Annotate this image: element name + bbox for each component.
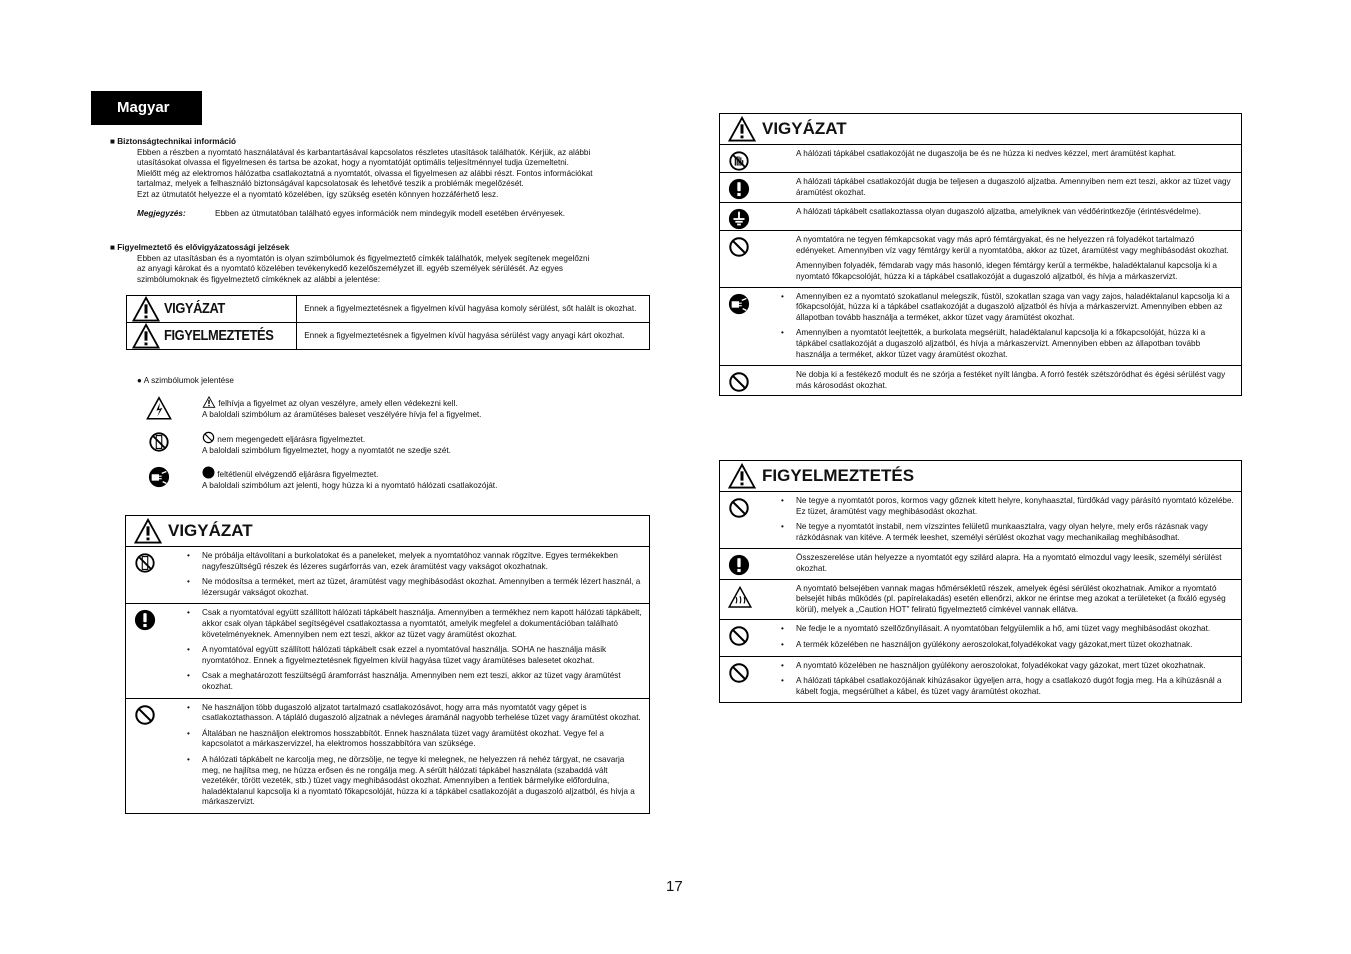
text-line: szimbólumoknak és figyelmeztető címkéknek az alábbi a jelentése: [137,274,381,284]
text-line: Ebben az utasításban és a nyomtatón is olyan szimbólumok és figyelmeztető címkék találhatók, melyek segítenek megelőzni [137,253,590,263]
prohibited-icon [728,236,750,258]
warning-box-right [719,113,1242,396]
caution-box-right [719,460,1242,703]
warnings-intro-section [110,243,680,285]
paragraph: Amennyiben folyadék, fémdarab vagy más hasonló, idegen fémtárgy kerül a termékbe, haladéktalanul kapcsolja ki a nyomtató főkapcsolóját, húzza ki a tápkábel csatlakozóját a dugaszoló aljzatból, és hívja a márkaszervizt. [796,261,1217,281]
list-item: • Csak a meghatározott feszültségű áramforrást használja. Amennyiben nem ezt teszi, akkor az tüzet vagy áramütést okozhat. [202,671,643,692]
box-header [126,516,649,547]
paragraph: Ne dobja ki a festékező modult és ne szórja a festéket nyílt lángba. A forró festék szétszóródhat és égési sérülést vagy más károsodást okozhat. [796,370,1226,390]
warning-row [720,231,1241,287]
bullet-list [202,608,643,692]
warning-box-left [125,515,650,814]
text-line: az anyagi károkat és a nyomtató közelében tevékenykedő kezelőszemélyzet ill. egyéb személyek sérülését. Az egyes [137,264,563,274]
safety-section [110,137,680,219]
warning-row [720,288,1241,367]
bullet-list [796,496,1235,543]
legend-text: Ennek a figyelmeztetésnek a figyelmen kívül hagyása sérülést vagy anyagi kárt okozhat. [297,323,650,350]
warning-row [126,699,649,813]
warning-row [720,492,1241,549]
paragraph: A hálózati tápkábel csatlakozóját ne dugaszolja be és ne húzza ki nedves kézzel, mert áramütést kaphat. [796,149,1177,158]
signal-word-legend [126,295,650,350]
symbol-line1: nem megengedett eljárásra figyelmeztet. [217,435,366,444]
symbol-line1: felhívja a figyelmet az olyan veszélyre, amely ellen védekezni kell. [218,399,458,408]
warning-row [126,547,649,604]
list-item: • Amennyiben ez a nyomtató szokatlanul melegszik, füstöl, szokatlan szaga van vagy zajos, haladéktalanul kapcsolja ki a főkapcsolóját, húzza ki a tápkábel csatlakozóját a dugaszoló aljzatból és hívja a márkaszervizt. Amennyiben ebben az állapotban tovább használja a terméket, akkor tüzet vagy áramütést okozhat. [796,292,1235,324]
warning-row [720,657,1241,703]
warning-row [720,366,1241,395]
legend-text: Ennek a figyelmeztetésnek a figyelmen kívül hagyása komoly sérülést, sőt halált is okozhat. [297,296,650,323]
symbol-line2: A baloldali szimbólum azt jelenti, hogy húzza ki a nyomtató hálózati csatlakozóját. [202,480,498,490]
text-line: Mielőtt még az elektromos hálózatba csatlakoztatná a nyomtatót, olvassa el figyelmesen az alábbi részt. Fontos információkat [137,168,593,178]
safety-heading: Biztonságtechnikai információ [117,137,236,146]
mandatory-icon [134,609,156,631]
text-line: Ezt az útmutatót helyezze el a nyomtató közelében, így szükség esetén könnyen hozzáférhető lesz. [137,189,499,199]
box-header [720,114,1241,145]
list-item: • Általában ne használjon elektromos hosszabbítót. Ennek használata tüzet vagy áramütést okozhat. Vegye fel a kapcsolatot a márkaszervizzel, ha elektromos hosszabbítóra van szüksége. [202,729,643,750]
prohibited-icon [728,371,750,393]
warning-row [720,203,1241,231]
caution-triangle-icon [132,296,160,322]
unplug-icon [728,293,750,315]
prohibited-icon [728,497,750,519]
warning-row [720,580,1241,621]
legend-label: FIGYELMEZTETÉS [164,326,274,344]
caution-triangle-icon [132,323,160,349]
prohibited-icon [134,704,156,726]
legend-row-warning [127,296,650,323]
bullet-list [202,551,643,598]
text-line: tartalmaz, melyek a felhasználó biztonságával kapcsolatosak és lehetővé teszik a problémák megelőzését. [137,179,524,189]
do-not-disassemble-icon [148,431,170,453]
symbols-heading-line [137,376,234,387]
bullet-list [202,703,643,808]
warnings-intro-body [137,254,680,286]
prohibition-icon [202,431,215,444]
warning-row [126,604,649,698]
caution-triangle-icon [728,116,756,142]
list-item: • Ne próbálja eltávolítani a burkolatokat és a paneleket, melyek a nyomtatóhoz vannak rögzítve. Egyes termékekben nagyfeszültségű részek és lézeres sugárforrás van, ezek áramütést vagy vakságot okozhatnak. [202,551,643,572]
warnings-intro-heading: Figyelmeztető és elővigyázatossági jelzések [117,243,290,252]
box-title: FIGYELMEZTETÉS [762,466,915,485]
paragraph: A hálózati tápkábel csatlakozóját dugja be teljesen a dugaszoló aljzatba. Amennyiben nem ezt teszi, akkor az tüzet vagy áramütést okozhat. [796,177,1231,197]
list-item: • Ne használjon több dugaszoló aljzatot tartalmazó csatlakozósávot, hogy arra más nyomtatót vagy gépet is csatlakoztathasson. A tápláló dugaszoló aljzatnak a névleges áramánál nagyobb terhelése tüzet vagy áramütést okozhat. [202,703,643,724]
note-text: Ebben az útmutatóban található egyes információk nem mindegyik modell esetében érvényesek. [215,208,565,218]
prohibited-icon [728,625,750,647]
list-item: • Ne tegye a nyomtatót poros, kormos vagy gőznek kitett helyre, konyhaasztal, fürdőkád vagy párásító nyomtató közelébe. Ez tüzet, áramütést vagy meghibásodást okozhat. [796,496,1235,517]
text-line: Ebben a részben a nyomtató használatával és karbantartásával kapcsolatos részletes utasítások találhatók. Kérjük, az alábbi [137,147,591,157]
bullet-list [796,661,1235,698]
bullet-list [796,624,1235,650]
warning-row [720,620,1241,656]
list-item: • A termék közelében ne használjon gyúlékony aeroszolokat,folyadékokat vagy gázokat,mert tüzet okozhatnak. [796,640,1235,651]
do-not-disassemble-icon [134,552,156,574]
list-item: • Ne módosítsa a terméket, mert az tüzet, áramütést vagy meghibásodást okozhat. Amennyiben a termék lézert használ, a lézersugár vakságot okozhat. [202,577,643,598]
mandatory-icon [728,554,750,576]
box-title: VIGYÁZAT [168,521,253,540]
bullet-list [796,292,1235,361]
note-label: Megjegyzés: [137,208,186,218]
list-item: • Csak a nyomtatóval együtt szállított hálózati tápkábelt használja. Amennyiben a termékhez nem kapott hálózati tápkábelt, akkor csak olyan tápkábel segítségével csatlakoztassa a nyomtatót, amelyik megfelel a dokumentációban található követelményeknek. Amennyiben nem ezt teszi, akkor az tüzet vagy áramütést okozhat. [202,608,643,640]
square-bullet-icon: ■ [110,137,118,146]
symbols-list [146,396,666,496]
symbol-line1: feltétlenül elvégzendő eljárásra figyelmeztet. [217,470,379,479]
symbol-line2: A baloldali szimbólum az áramütéses baleset veszélyére hívja fel a figyelmet. [202,409,482,419]
box-title: VIGYÁZAT [762,119,847,138]
caution-triangle-icon [728,463,756,489]
symbol-line2: A baloldali szimbólum figyelmeztet, hogy a nyomtatót ne szedje szét. [202,445,451,455]
list-item: • Amennyiben a nyomtatót leejtették, a burkolata megsérült, haladéktalanul kapcsolja ki a főkapcsolóját, húzza ki a tápkábel csatlakozóját a dugaszoló aljzatból, és hívja a márkaszervizt. Amennyiben ebben az állapotban tovább használja a terméket, akkor tüzet vagy áramütést okozhat. [796,328,1235,360]
paragraph: A nyomtatóra ne tegyen fémkapcsokat vagy más apró fémtárgyakat, és ne helyezzen rá folyadékot tartalmazó edényeket. Amennyiben víz vagy fémtárgy kerül a nyomtatóba, akkor az tüzet, áramütést vagy meghibásodást okozhat. [796,235,1229,255]
mandatory-dot-icon [202,466,215,479]
language-tab: Magyar [91,91,202,125]
list-item: • Ne tegye a nyomtatót instabil, nem vízszintes felületű munkaasztalra, vagy olyan helyre, mely erős rázásnak vagy rázkódásnak van kitéve. A termék leeshet, személyi sérülést okozhat vagy mechanikailag meghibásodhat. [796,522,1235,543]
mandatory-icon [728,178,750,200]
paragraph: A hálózati tápkábelt csatlakoztassa olyan dugaszoló aljzatba, amelyiknek van védőérintkezője (érintésvédelme). [796,207,1202,217]
ground-icon [728,208,750,230]
list-item: • Ne fedje le a nyomtató szellőzőnyílásait. A nyomtatóban felgyülemlik a hő, ami tüzet vagy meghibásodást okozhat. [796,624,1235,635]
legend-row-caution [127,323,650,350]
symbols-heading: A szimbólumok jelentése [143,376,234,385]
note-line [137,209,680,220]
bullet-icon: ● [137,376,144,385]
safety-body [137,148,680,201]
electric-shock-warning-icon [146,396,172,420]
warning-triangle-icon [202,396,216,408]
no-wet-hands-icon [728,150,750,172]
text-line: utasításokat olvassa el figyelmesen és tartsa be azokat, hogy a nyomtatóját optimális teljesítménnyel tudja üzemeltetni. [137,158,569,168]
list-item: • A nyomtatóval együtt szállított hálózati tápkábelt csak ezzel a nyomtatóval használja. SOHA ne használja másik nyomtatóhoz. Ennek a figyelmeztetésnek figyelmen kívül hagyása tüzet vagy áramütéses balesetet okozhat. [202,645,643,666]
hot-surface-icon [728,585,752,609]
legend-label: VIGYÁZAT [164,299,225,317]
warning-row [720,173,1241,203]
paragraph: A nyomtató belsejében vannak magas hőmérsékletű részek, amelyek égési sérülést okozhatnak. Amikor a nyomtató belsejét hibás működés (pl. papírelakadás) esetén ellenőrzi, akkor ne érintse meg azokat a területeket (a fixáló egység körül), melyek a „Caution HOT” feliratú figyelmeztető címkével vannak ellátva. [796,583,1226,614]
list-item: • A nyomtató közelében ne használjon gyúlékony aeroszolokat, folyadékokat vagy gázokat, mert tüzet okozhatnak. [796,661,1235,672]
prohibited-icon [728,662,750,684]
list-item: • A hálózati tápkábel csatlakozójának kihúzásakor ügyeljen arra, hogy a csatlakozó dugót fogja meg. Ha a kihúzásnál a kábelt fogja, megsérülhet a kábel, és tüzet vagy áramütést okozhat. [796,676,1235,697]
box-header [720,461,1241,492]
list-item: • A hálózati tápkábelt ne karcolja meg, ne dörzsölje, ne tegye ki melegnek, ne helyezzen rá nehéz tárgyat, ne csavarja meg, ne hajlítsa meg, ne húzza erősen és ne rongálja meg. A sérült hálózati tápkábel használata (szabaddá vált vezetékér, törött vezeték, stb.) tüzet vagy meghibásodást okozhat. Amennyiben a fentiek bármelyike előfordulna, haladéktalanul kapcsolja ki a nyomtató főkapcsolóját, húzza ki a tápkábel csatlakozóját a dugaszoló aljzatból, és hívja a márkaszervizt. [202,755,643,808]
page-number: 17 [666,878,683,895]
square-bullet-icon: ■ [110,243,118,252]
unplug-icon [148,466,170,488]
caution-triangle-icon [134,518,162,544]
warning-row [720,549,1241,579]
warning-row [720,145,1241,173]
paragraph: Összeszerelése után helyezze a nyomtatót egy szilárd alapra. Ha a nyomtató elmozdul vagy leesik, személyi sérülést okozhat. [796,553,1222,573]
